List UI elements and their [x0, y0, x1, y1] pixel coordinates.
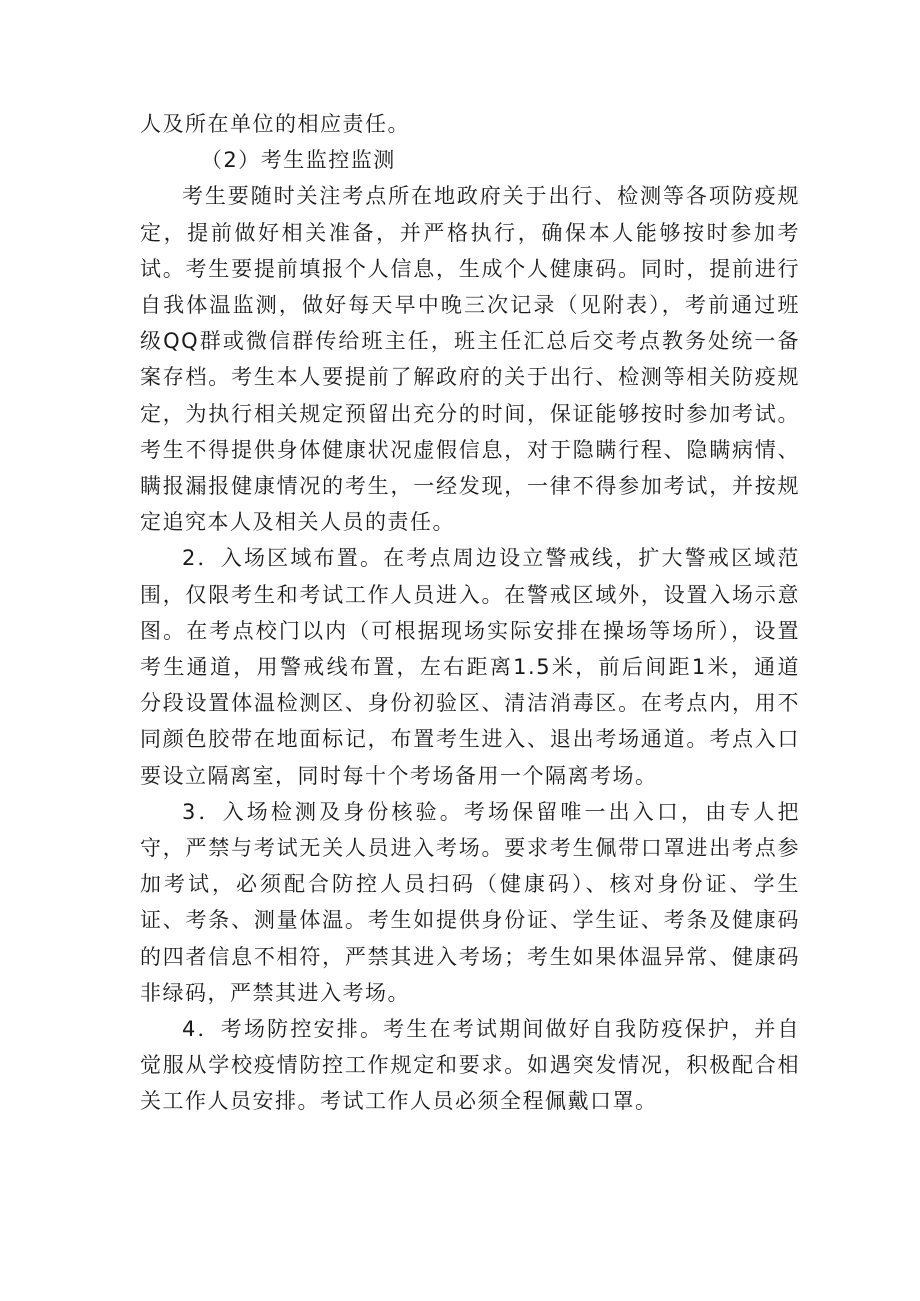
paragraph-candidate-monitoring: 考生要随时关注考点所在地政府关于出行、检测等各项防疫规定，提前做好相关准备，并严格执行，确保本人能够按时参加考试。考生要提前填报个人信息，生成个人健康码。同时，提前进行自我体温监测，做好每天早中晚三次记录（见附表），考前通过班级QQ群或微信群传给班主任，班主任汇总后交考点教务处统一备案存档。考生本人要提前了解政府的关于出行、检测等相关防疫规定，为执行相关规定预留出充分的时间，保证能够按时参加考试。考生不得提供身体健康状况虚假信息，对于隐瞒行程、隐瞒病情、瞒报漏报健康情况的考生，一经发现，一律不得参加考试，并按规定追究本人及相关人员的责任。 [140, 184, 800, 535]
paragraph-continuation: 人及所在单位的相应责任。 [140, 112, 410, 136]
paragraph-exam-room-control: 4．考场防控安排。考生在考试期间做好自我防疫保护，并自觉服从学校疫情防控工作规定和要求。如遇突发情况，积极配合相关工作人员安排。考试工作人员必须全程佩戴口罩。 [140, 1017, 800, 1114]
document-body [140, 106, 800, 1120]
section-heading-candidate-monitoring: （2）考生监控监测 [200, 148, 396, 173]
paragraph-entry-area-layout: 2．入场区域布置。在考点周边设立警戒线，扩大警戒区域范围，仅限考生和考试工作人员进入。在警戒区域外，设置入场示意图。在考点校门以内（可根据现场实际安排在操场等场所），设置考生通道，用警戒线布置，左右距离1.5米，前后间距1米，通道分段设置体温检测区、身份初验区、清洁消毒区。在考点内，用不同颜色胶带在地面标记，布置考生进入、退出考场通道。考点入口要设立隔离室，同时每十个考场备用一个隔离考场。 [140, 546, 800, 788]
paragraph-entry-check-identity: 3．入场检测及身份核验。考场保留唯一出入口，由专人把守，严禁与考试无关人员进入考场。要求考生佩带口罩进出考点参加考试，必须配合防控人员扫码（健康码）、核对身份证、学生证、考条、测量体温。考生如提供身份证、学生证、考条及健康码的四者信息不相符，严禁其进入考场；考生如果体温异常、健康码非绿码，严禁其进入考场。 [140, 799, 800, 1005]
